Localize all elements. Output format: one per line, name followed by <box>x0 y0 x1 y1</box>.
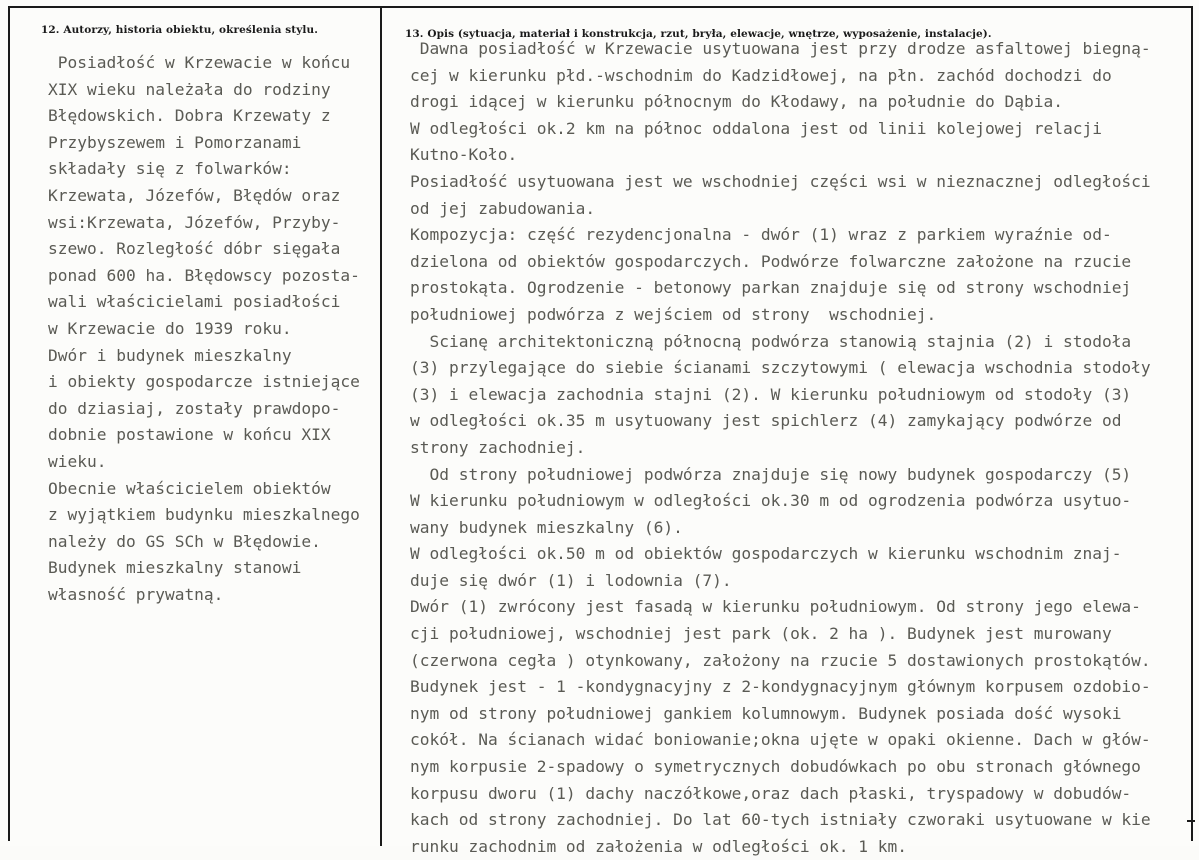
text-line: wali właścicielami posiadłości <box>48 292 341 312</box>
text-line: do dziasiaj, zostały prawdopo- <box>48 398 341 418</box>
column-divider <box>380 6 382 846</box>
text-line: południowej podwórza z wejściem od strony wschodniej. <box>410 304 937 324</box>
text-line: Posiadłość usytuowana jest we wschodniej części wsi w nieznacznej odległości <box>410 171 1151 191</box>
text-line: kach od strony zachodniej. Do lat 60-tych istniały czworaki usytuowane w kie <box>410 810 1151 830</box>
text-line: prostokąta. Ogrodzenie - betonowy parkan znajduje się od strony wschodniej <box>410 278 1132 298</box>
text-line: i obiekty gospodarcze istniejące <box>48 372 360 392</box>
text-line: Kutno-Koło. <box>410 145 518 165</box>
text-line: składały się z folwarków: <box>48 159 292 179</box>
text-line: Budynek mieszkalny stanowi <box>48 558 302 578</box>
text-line: Krzewata, Józefów, Błędów oraz <box>48 185 341 205</box>
text-line: Dwór (1) zwrócony jest fasadą w kierunku południowym. Od strony jego elewa- <box>410 597 1141 617</box>
frame-left-rule <box>8 6 10 841</box>
text-line: Kompozycja: część rezydencjonalna - dwór (1) wraz z parkiem wyraźnie od- <box>410 225 1112 245</box>
section-13-heading: 13. Opis (sytuacja, materiał i konstrukcja, rzut, bryła, elewacje, wnętrze, wyposażenie, instalacje). <box>405 28 992 40</box>
frame-top-rule <box>8 6 1193 8</box>
text-line: Od strony południowej podwórza znajduje się nowy budynek gospodarczy (5) <box>410 464 1132 484</box>
text-line: należy do GS SCh w Błędowie. <box>48 531 321 551</box>
text-line: Przybyszewem i Pomorzanami <box>48 132 302 152</box>
text-line: korpusu dworu (1) dachy naczółkowe,oraz dach płaski, tryspadowy w dobudów- <box>410 783 1132 803</box>
text-line: duje się dwór (1) i lodownia (7). <box>410 570 732 590</box>
text-line: własność prywatną. <box>48 584 224 604</box>
text-line: W odległości ok.50 m od obiektów gospodarczych w kierunku wschodnim znaj- <box>410 544 1122 564</box>
text-line: wany budynek mieszkalny (6). <box>410 517 683 537</box>
text-line: cej w kierunku płd.-wschodnim do Kadzidłowej, na płn. zachód dochodzi do <box>410 65 1112 85</box>
text-line: nym od strony południowej gankiem kolumnowym. Budynek posiada dość wysoki <box>410 703 1122 723</box>
history-text <box>48 50 378 608</box>
text-line: wsi:Krzewata, Józefów, Przyby- <box>48 212 341 232</box>
text-line: dzielona od obiektów gospodarczych. Podwórze folwarczne założone na rzucie <box>410 251 1132 271</box>
text-line: XIX wieku należała do rodziny <box>48 79 331 99</box>
text-line: w odległości ok.35 m usytuowany jest spichlerz (4) zamykający podwórze od <box>410 411 1122 431</box>
text-line: (czerwona cegła ) otynkowany, założony na rzucie 5 dostawionych prostokątów. <box>410 650 1151 670</box>
text-line: Budynek jest - 1 -kondygnacyjny z 2-kondygnacyjnym głównym korpusem ozdobio- <box>410 677 1151 697</box>
text-line: runku zachodnim od założenia w odległości ok. 1 km. <box>410 836 908 856</box>
section-12-heading: 12. Autorzy, historia obiektu, określenia stylu. <box>41 24 319 36</box>
text-line: nym korpusie 2-spadowy o symetrycznych dobudówkach po obu stronach głównego <box>410 757 1141 777</box>
text-line: (3) przylegające do siebie ścianami szczytowymi ( elewacja wschodnia stodoły <box>410 358 1151 378</box>
text-line: Obecnie właścicielem obiektów <box>48 478 331 498</box>
text-line: Dawna posiadłość w Krzewacie usytuowana jest przy drodze asfaltowej biegną- <box>410 39 1151 58</box>
text-line: Scianę architektoniczną północną podwórza stanowią stajnia (2) i stodoła <box>410 331 1132 351</box>
description-text <box>410 36 1199 860</box>
text-line: Posiadłość w Krzewacie w końcu <box>48 53 351 72</box>
text-line: ponad 600 ha. Błędowscy pozosta- <box>48 265 360 285</box>
text-line: dobnie postawione w końcu XIX <box>48 425 331 445</box>
text-line: cji południowej, wschodniej jest park (ok. 2 ha ). Budynek jest murowany <box>410 624 1112 644</box>
text-line: szewo. Rozległość dóbr sięgała <box>48 239 341 259</box>
text-line: Błędowskich. Dobra Krzewaty z <box>48 106 331 126</box>
text-line: w Krzewacie do 1939 roku. <box>48 318 292 338</box>
text-line: drogi idącej w kierunku północnym do Kłodawy, na południe do Dąbia. <box>410 92 1063 112</box>
text-line: od jej zabudowania. <box>410 198 596 218</box>
text-line: strony zachodniej. <box>410 437 586 457</box>
text-line: (3) i elewacja zachodnia stajni (2). W kierunku południowym od stodoły (3) <box>410 384 1132 404</box>
text-line: z wyjątkiem budynku mieszkalnego <box>48 505 360 525</box>
text-line: wieku. <box>48 451 107 471</box>
text-line: W odległości ok.2 km na północ oddalona jest od linii kolejowej relacji <box>410 118 1102 138</box>
text-line: cokół. Na ścianach widać boniowanie;okna ujęte w opaki okienne. Dach w głów- <box>410 730 1151 750</box>
text-line: W kierunku południowym w odległości ok.30 m od ogrodzenia podwórza usytuo- <box>410 491 1132 511</box>
text-line: Dwór i budynek mieszkalny <box>48 345 292 365</box>
